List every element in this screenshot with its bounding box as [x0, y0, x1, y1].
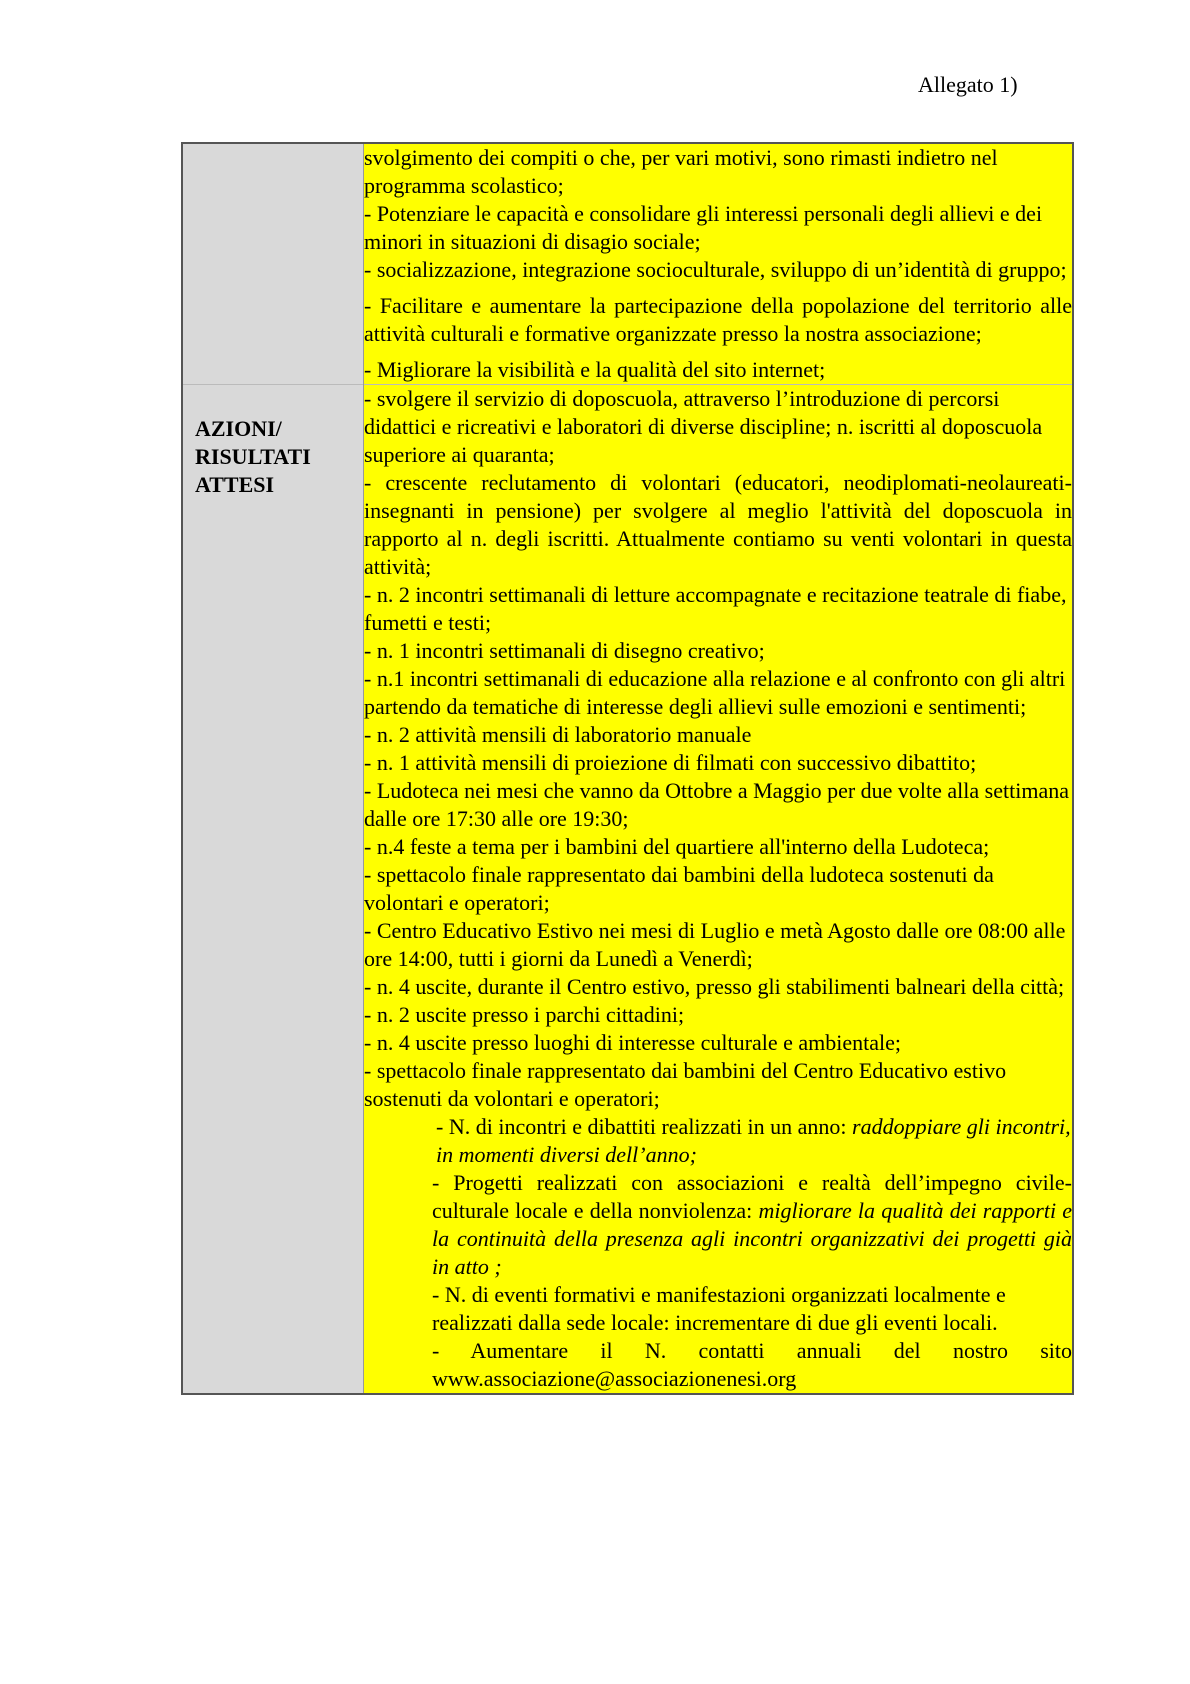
action-line: - n. 2 incontri settimanali di letture accompagnate e recitazione teatrale di fiabe, fumetti e testi;: [364, 582, 1067, 635]
action-line: - Ludoteca nei mesi che vanno da Ottobre a Maggio per due volte alla settimana dalle ore 17:30 alle ore 19:30;: [364, 778, 1069, 831]
action-line: - Centro Educativo Estivo nei mesi di Luglio e metà Agosto dalle ore 08:00 alle ore 14:00, tutti i giorni da Lunedì a Venerdì;: [364, 918, 1066, 971]
table-row: [182, 143, 1073, 385]
action-line: - spettacolo finale rappresentato dai bambini della ludoteca sostenuti da volontari e operatori;: [364, 862, 994, 915]
indicator-target: migliorare la qualità dei rapporti e la continuità della presenza agli incontri organizzativi dei progetti già in atto ;: [432, 1198, 1073, 1279]
indicator-text: - N. di incontri e dibattiti realizzati in un anno:: [436, 1114, 853, 1139]
indicator-text: - Aumentare il N. contatti annuali del nostro sito www.associazione@associazionenesi.org: [432, 1338, 1072, 1391]
action-line: - n. 4 uscite presso luoghi di interesse culturale e ambientale;: [364, 1030, 902, 1055]
action-line: - n. 1 incontri settimanali di disegno creativo;: [364, 638, 765, 663]
action-line: - crescente reclutamento di volontari (educatori, neodiplomati-neolaureati-insegnanti in pensione) per svolgere al meglio l'attività del doposcuola in rapporto al n. degli iscritti. Attualmente contiamo su venti volontari in questa attività;: [364, 470, 1072, 579]
action-line: - svolgere il servizio di doposcuola, attraverso l’introduzione di percorsi didattici e ricreativi e laboratori di diverse discipline; n. iscritti al doposcuola superiore ai quaranta;: [364, 386, 1043, 467]
indicator-text: - N. di eventi formativi e manifestazioni organizzati localmente e realizzati dalla sede locale: incrementare di due gli eventi locali.: [432, 1282, 1006, 1335]
objective-line: - socializzazione, integrazione socioculturale, sviluppo di un’identità di gruppo;: [364, 257, 1067, 282]
indicator-item: [364, 1337, 1072, 1393]
objectives-cell: [364, 143, 1074, 385]
indicator-item: [364, 1169, 1072, 1281]
action-line: - n.1 incontri settimanali di educazione alla relazione e al confronto con gli altri partendo da tematiche di interesse degli allievi sulle emozioni e sentimenti;: [364, 666, 1066, 719]
indicator-text: - Progetti realizzati con associazioni e realtà dell’impegno civile-culturale locale e della nonviolenza:: [432, 1170, 1072, 1223]
action-line: - n.4 feste a tema per i bambini del quartiere all'interno della Ludoteca;: [364, 834, 990, 859]
action-line: - n. 2 attività mensili di laboratorio manuale: [364, 722, 752, 747]
objective-line: - Facilitare e aumentare la partecipazione della popolazione del territorio alle attività culturali e formative organizzate presso la nostra associazione;: [364, 293, 1072, 346]
label-line: RISULTATI: [195, 444, 311, 469]
label-line: AZIONI/: [195, 416, 282, 441]
action-line: - spettacolo finale rappresentato dai bambini del Centro Educativo estivo sostenuti da volontari e operatori;: [364, 1058, 1007, 1111]
action-line: - n. 2 uscite presso i parchi cittadini;: [364, 1002, 685, 1027]
action-line: - n. 4 uscite, durante il Centro estivo, presso gli stabilimenti balneari della città;: [364, 974, 1065, 999]
indicator-item: [364, 1113, 1072, 1169]
label-line: ATTESI: [195, 472, 275, 497]
row-label-actions: [182, 385, 364, 1395]
objective-line: svolgimento dei compiti o che, per vari motivi, sono rimasti indietro nel programma scolastico;: [364, 145, 998, 198]
table-row: [182, 385, 1073, 1395]
project-table: [181, 142, 1074, 1395]
objective-line: - Potenziare le capacità e consolidare gli interessi personali degli allievi e dei minori in situazioni di disagio sociale;: [364, 201, 1043, 254]
attachment-label: Allegato 1): [918, 72, 1018, 97]
indicator-target: raddoppiare gli incontri, in momenti diversi dell’anno;: [436, 1114, 1071, 1167]
indicator-item: [364, 1281, 1072, 1337]
actions-cell: [364, 385, 1074, 1395]
row-label-empty: [182, 143, 364, 385]
action-line: - n. 1 attività mensili di proiezione di filmati con successivo dibattito;: [364, 750, 977, 775]
objective-line: - Migliorare la visibilità e la qualità del sito internet;: [364, 357, 826, 382]
